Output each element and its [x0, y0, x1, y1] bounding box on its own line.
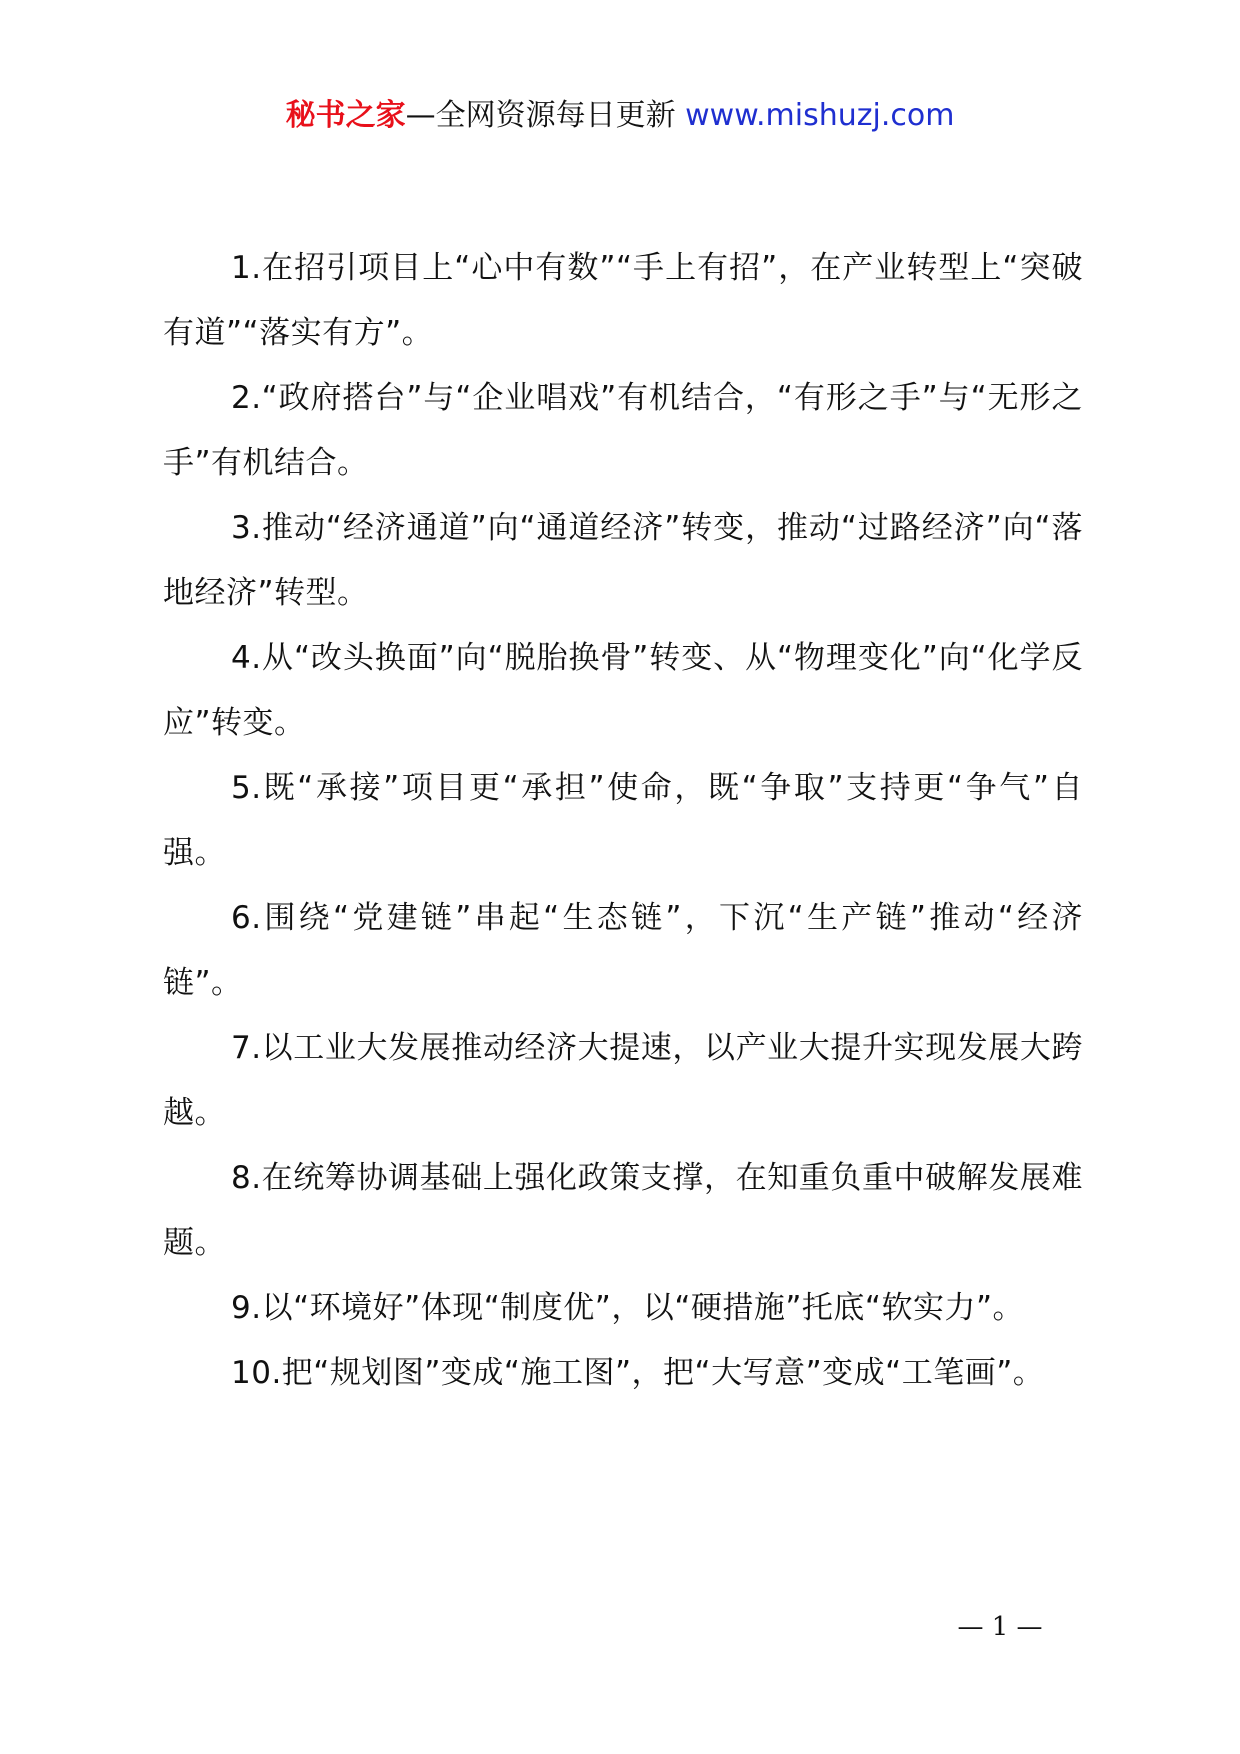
- paragraph-8: 8.在统筹协调基础上强化政策支撑，在知重负重中破解发展难题。: [163, 1160, 1083, 1261]
- paragraph-7: 7.以工业大发展推动经济大提速，以产业大提升实现发展大跨越。: [163, 1030, 1083, 1131]
- site-tagline: —全网资源每日更新: [405, 98, 686, 133]
- site-header: [0, 96, 1240, 136]
- paragraph-4: 4.从“改头换面”向“脱胎换骨”转变、从“物理变化”向“化学反应”转变。: [163, 640, 1083, 741]
- paragraph-6: 6.围绕“党建链”串起“生态链”，下沉“生产链”推动“经济链”。: [163, 900, 1083, 1001]
- paragraph-10: 10.把“规划图”变成“施工图”，把“大写意”变成“工笔画”。: [231, 1355, 1045, 1391]
- paragraph-9: 9.以“环境好”体现“制度优”，以“硬措施”托底“软实力”。: [231, 1290, 1025, 1326]
- document-body: [163, 236, 1083, 1406]
- paragraph-3: 3.推动“经济通道”向“通道经济”转变，推动“过路经济”向“落地经济”转型。: [163, 510, 1083, 611]
- page-number: — 1 —: [957, 1612, 1043, 1642]
- paragraph-1: 1.在招引项目上“心中有数”“手上有招”，在产业转型上“突破有道”“落实有方”。: [163, 250, 1083, 351]
- site-brand: 秘书之家: [285, 98, 406, 133]
- paragraph-5: 5.既“承接”项目更“承担”使命，既“争取”支持更“争气”自强。: [163, 770, 1083, 871]
- paragraph-2: 2.“政府搭台”与“企业唱戏”有机结合，“有形之手”与“无形之手”有机结合。: [163, 380, 1083, 481]
- site-url-link[interactable]: www.mishuzj.com: [685, 98, 955, 133]
